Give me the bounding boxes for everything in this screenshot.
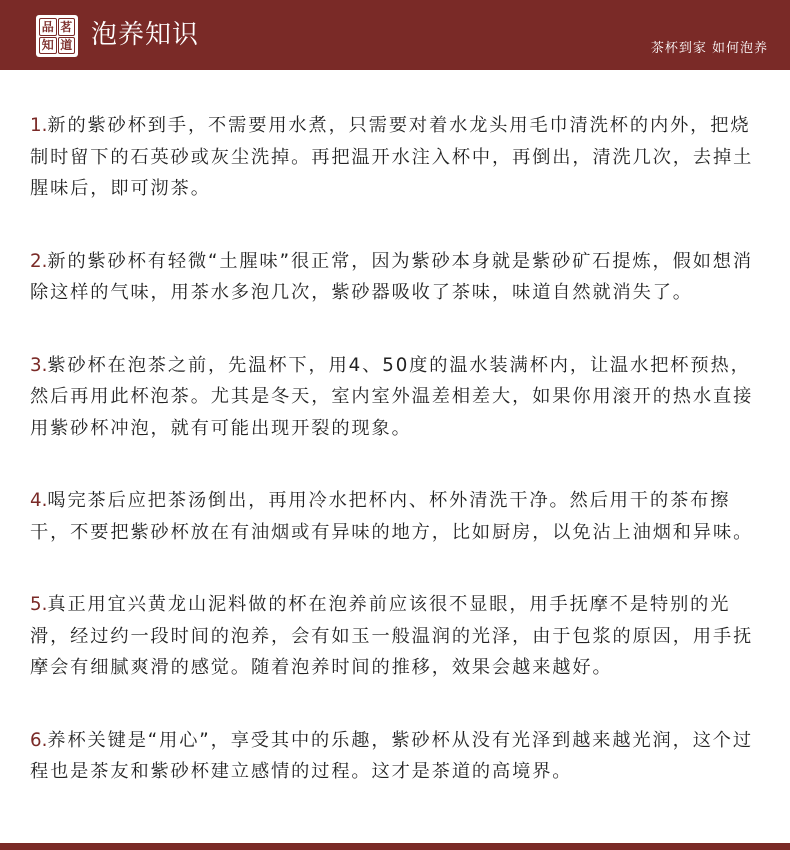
tip-number: 1.	[30, 115, 48, 136]
tip-paragraph	[30, 350, 770, 445]
tip-paragraph	[30, 485, 770, 548]
tip-number: 6.	[30, 729, 48, 751]
tip-text: 紫砂杯在泡茶之前，先温杯下，用4、50度的温水装满杯内，让温水把杯预热，然后再用此杯泡茶。尤其是冬天，室内室外温差相差大，如果你用滚开的热水直接用紫砂杯冲泡，就有可能出现开裂的现象。	[30, 354, 754, 439]
tip-number: 3.	[30, 354, 48, 376]
seal-char: 知	[39, 37, 57, 55]
tip-paragraph	[30, 589, 770, 684]
tip-text: 真正用宜兴黄龙山泥料做的杯在泡养前应该很不显眼，用手抚摩不是特别的光滑，经过约一段时间的泡养，会有如玉一般温润的光泽，由于包浆的原因，用手抚摩会有细腻爽滑的感觉。随着泡养时间的推移，效果会越来越好。	[30, 594, 754, 678]
seal-char: 茗	[58, 18, 76, 36]
seal-logo	[36, 15, 78, 57]
tip-paragraph	[30, 725, 770, 788]
header-subtitle: 茶杯到家 如何泡养	[650, 41, 768, 56]
seal-char: 道	[58, 37, 76, 55]
tip-text: 新的紫砂杯到手，不需要用水煮，只需要对着水龙头用毛巾清洗杯的内外，把烧制时留下的石英砂或灰尘洗掉。再把温开水注入杯中，再倒出，清洗几次，去掉土腥味后，即可沏茶。	[30, 115, 754, 199]
tips-list	[30, 110, 770, 829]
tip-number: 4.	[30, 490, 48, 511]
bottom-divider	[0, 843, 790, 850]
tip-number: 2.	[30, 250, 48, 272]
page-title: 泡养知识	[91, 20, 200, 50]
tip-paragraph	[30, 246, 770, 309]
tip-number: 5.	[30, 594, 48, 615]
tip-text: 养杯关键是“用心”，享受其中的乐趣，紫砂杯从没有光泽到越来越光润，这个过程也是茶友和紫砂杯建立感情的过程。这才是茶道的高境界。	[30, 729, 753, 782]
tip-paragraph	[30, 110, 770, 205]
tip-text: 新的紫砂杯有轻微“土腥味”很正常，因为紫砂本身就是紫砂矿石提炼，假如想消除这样的气味，用茶水多泡几次，紫砂器吸收了茶味，味道自然就消失了。	[30, 250, 753, 303]
seal-char: 品	[39, 18, 57, 36]
tip-text: 喝完茶后应把茶汤倒出，再用冷水把杯内、杯外清洗干净。然后用干的茶布擦干，不要把紫砂杯放在有油烟或有异味的地方，比如厨房，以免沾上油烟和异味。	[30, 490, 754, 543]
header-bar	[0, 0, 790, 70]
